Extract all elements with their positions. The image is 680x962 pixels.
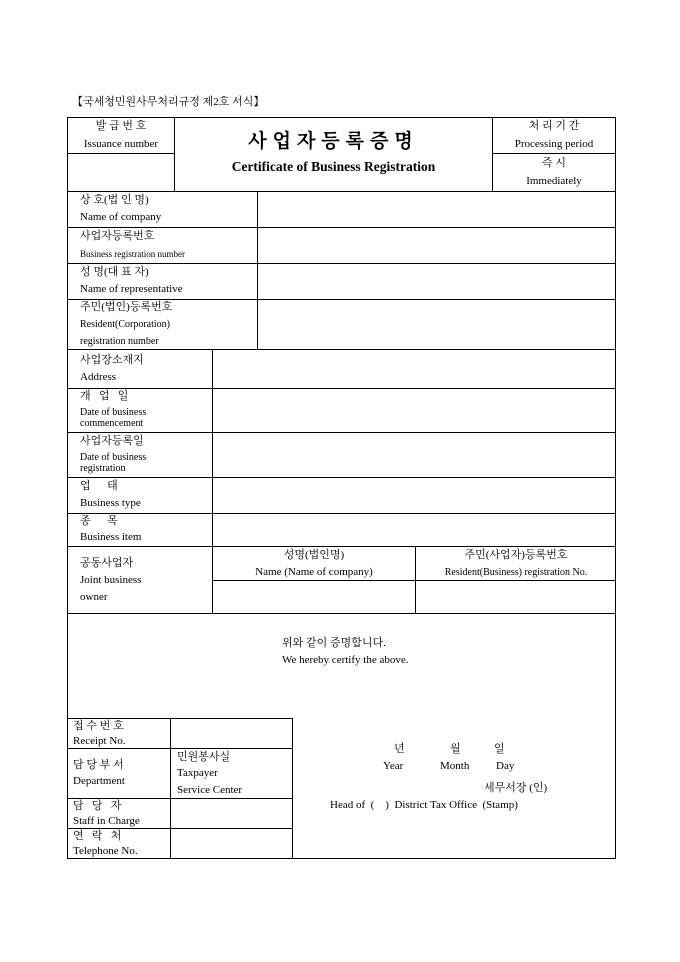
receipt-label-en: Receipt No. xyxy=(73,735,126,747)
department-value-en-1: Taxpayer xyxy=(177,767,218,779)
business-type-label-en: Business type xyxy=(80,497,141,509)
day-label-en: Day xyxy=(496,760,515,772)
address-label-kr: 사업장소재지 xyxy=(80,354,144,366)
business-type-label-kr: 업 태 xyxy=(80,480,118,492)
title-kr: 사업자등록증명 xyxy=(248,131,419,152)
joint-col-name-en: Name (Name of company) xyxy=(255,566,373,578)
business-item-label-en: Business item xyxy=(80,531,142,543)
head-label-kr: 세무서장 (인) xyxy=(484,782,548,794)
open-date-label-kr: 개 업 일 xyxy=(80,390,129,402)
joint-col-name-kr: 성명(법인명) xyxy=(283,549,345,561)
resident-label-en-1: Resident(Corporation) xyxy=(80,319,170,330)
phone-field[interactable] xyxy=(171,829,292,858)
brn-label-en: Business registration number xyxy=(80,249,185,259)
resident-number-field[interactable] xyxy=(258,300,615,349)
form-reference: 【국세청민원사무처리규정 제2호 서식】 xyxy=(72,96,265,108)
joint-number-field[interactable] xyxy=(416,581,615,613)
open-date-label-en-1: Date of business xyxy=(80,407,147,418)
issuance-label-en: Issuance number xyxy=(83,138,159,150)
receipt-label-kr: 접 수 번 호 xyxy=(73,720,124,732)
month-label-en: Month xyxy=(440,760,470,772)
joint-label-en-2: owner xyxy=(80,591,108,603)
certify-kr: 위와 같이 증명합니다. xyxy=(282,637,386,649)
business-item-label-kr: 종 목 xyxy=(80,515,118,527)
joint-col-number-en: Resident(Business) registration No. xyxy=(444,567,588,578)
joint-label-en-1: Joint business xyxy=(80,574,142,586)
year-label-kr: 년 xyxy=(394,743,405,755)
processing-label-en: Processing period xyxy=(514,138,594,150)
department-value-en-2: Service Center xyxy=(177,784,243,796)
open-date-field[interactable] xyxy=(213,389,615,432)
staff-label-kr: 담 당 자 xyxy=(73,800,122,812)
representative-field[interactable] xyxy=(258,264,615,299)
open-date-label-en-2: commencement xyxy=(80,418,144,429)
certify-en: We hereby certify the above. xyxy=(282,654,409,666)
rep-label-en: Name of representative xyxy=(80,283,183,295)
business-type-field[interactable] xyxy=(213,478,615,513)
address-field[interactable] xyxy=(213,350,615,388)
brn-field[interactable] xyxy=(258,228,615,263)
department-value-kr: 민원봉사실 xyxy=(177,751,231,763)
rep-label-kr: 성 명(대 표 자) xyxy=(80,266,149,278)
phone-label-kr: 연 락 처 xyxy=(73,830,122,842)
staff-label-en: Staff in Charge xyxy=(73,815,140,827)
joint-col-number-kr: 주민(사업자)등록번호 xyxy=(464,549,568,561)
issuance-label-kr: 발 급 번 호 xyxy=(95,120,147,132)
processing-value-en: Immediately xyxy=(526,175,582,187)
department-label-en: Department xyxy=(73,775,125,787)
head-label-en: Head of ( ) District Tax Office (Stamp) xyxy=(330,799,518,811)
joint-name-field[interactable] xyxy=(213,581,415,613)
brn-label-kr: 사업자등록번호 xyxy=(80,230,155,242)
resident-label-kr: 주민(법인)등록번호 xyxy=(80,301,173,313)
processing-value-kr: 즉 시 xyxy=(541,157,566,169)
address-label-en: Address xyxy=(80,371,117,383)
company-label-kr: 상 호(법 인 명) xyxy=(80,194,149,206)
phone-label-en: Telephone No. xyxy=(73,845,138,857)
year-label-en: Year xyxy=(383,760,404,772)
company-name-field[interactable] xyxy=(258,192,615,227)
title-en: Certificate of Business Registration xyxy=(231,159,436,174)
company-label-en: Name of company xyxy=(80,211,162,223)
resident-label-en-2: registration number xyxy=(80,336,159,347)
month-label-kr: 월 xyxy=(450,743,461,755)
department-label-kr: 담 당 부 서 xyxy=(73,759,124,771)
reg-date-field[interactable] xyxy=(213,433,615,477)
reg-date-label-en-1: Date of business xyxy=(80,452,147,463)
processing-label-kr: 처 리 기 간 xyxy=(528,120,580,132)
joint-label-kr: 공동사업자 xyxy=(80,557,134,569)
reg-date-label-kr: 사업자등록일 xyxy=(80,435,144,447)
staff-field[interactable] xyxy=(171,799,292,828)
issuance-number-field[interactable] xyxy=(68,154,174,190)
reg-date-label-en-2: registration xyxy=(80,463,126,474)
receipt-number-field[interactable] xyxy=(171,719,292,748)
business-item-field[interactable] xyxy=(213,514,615,546)
day-label-kr: 일 xyxy=(494,743,505,755)
